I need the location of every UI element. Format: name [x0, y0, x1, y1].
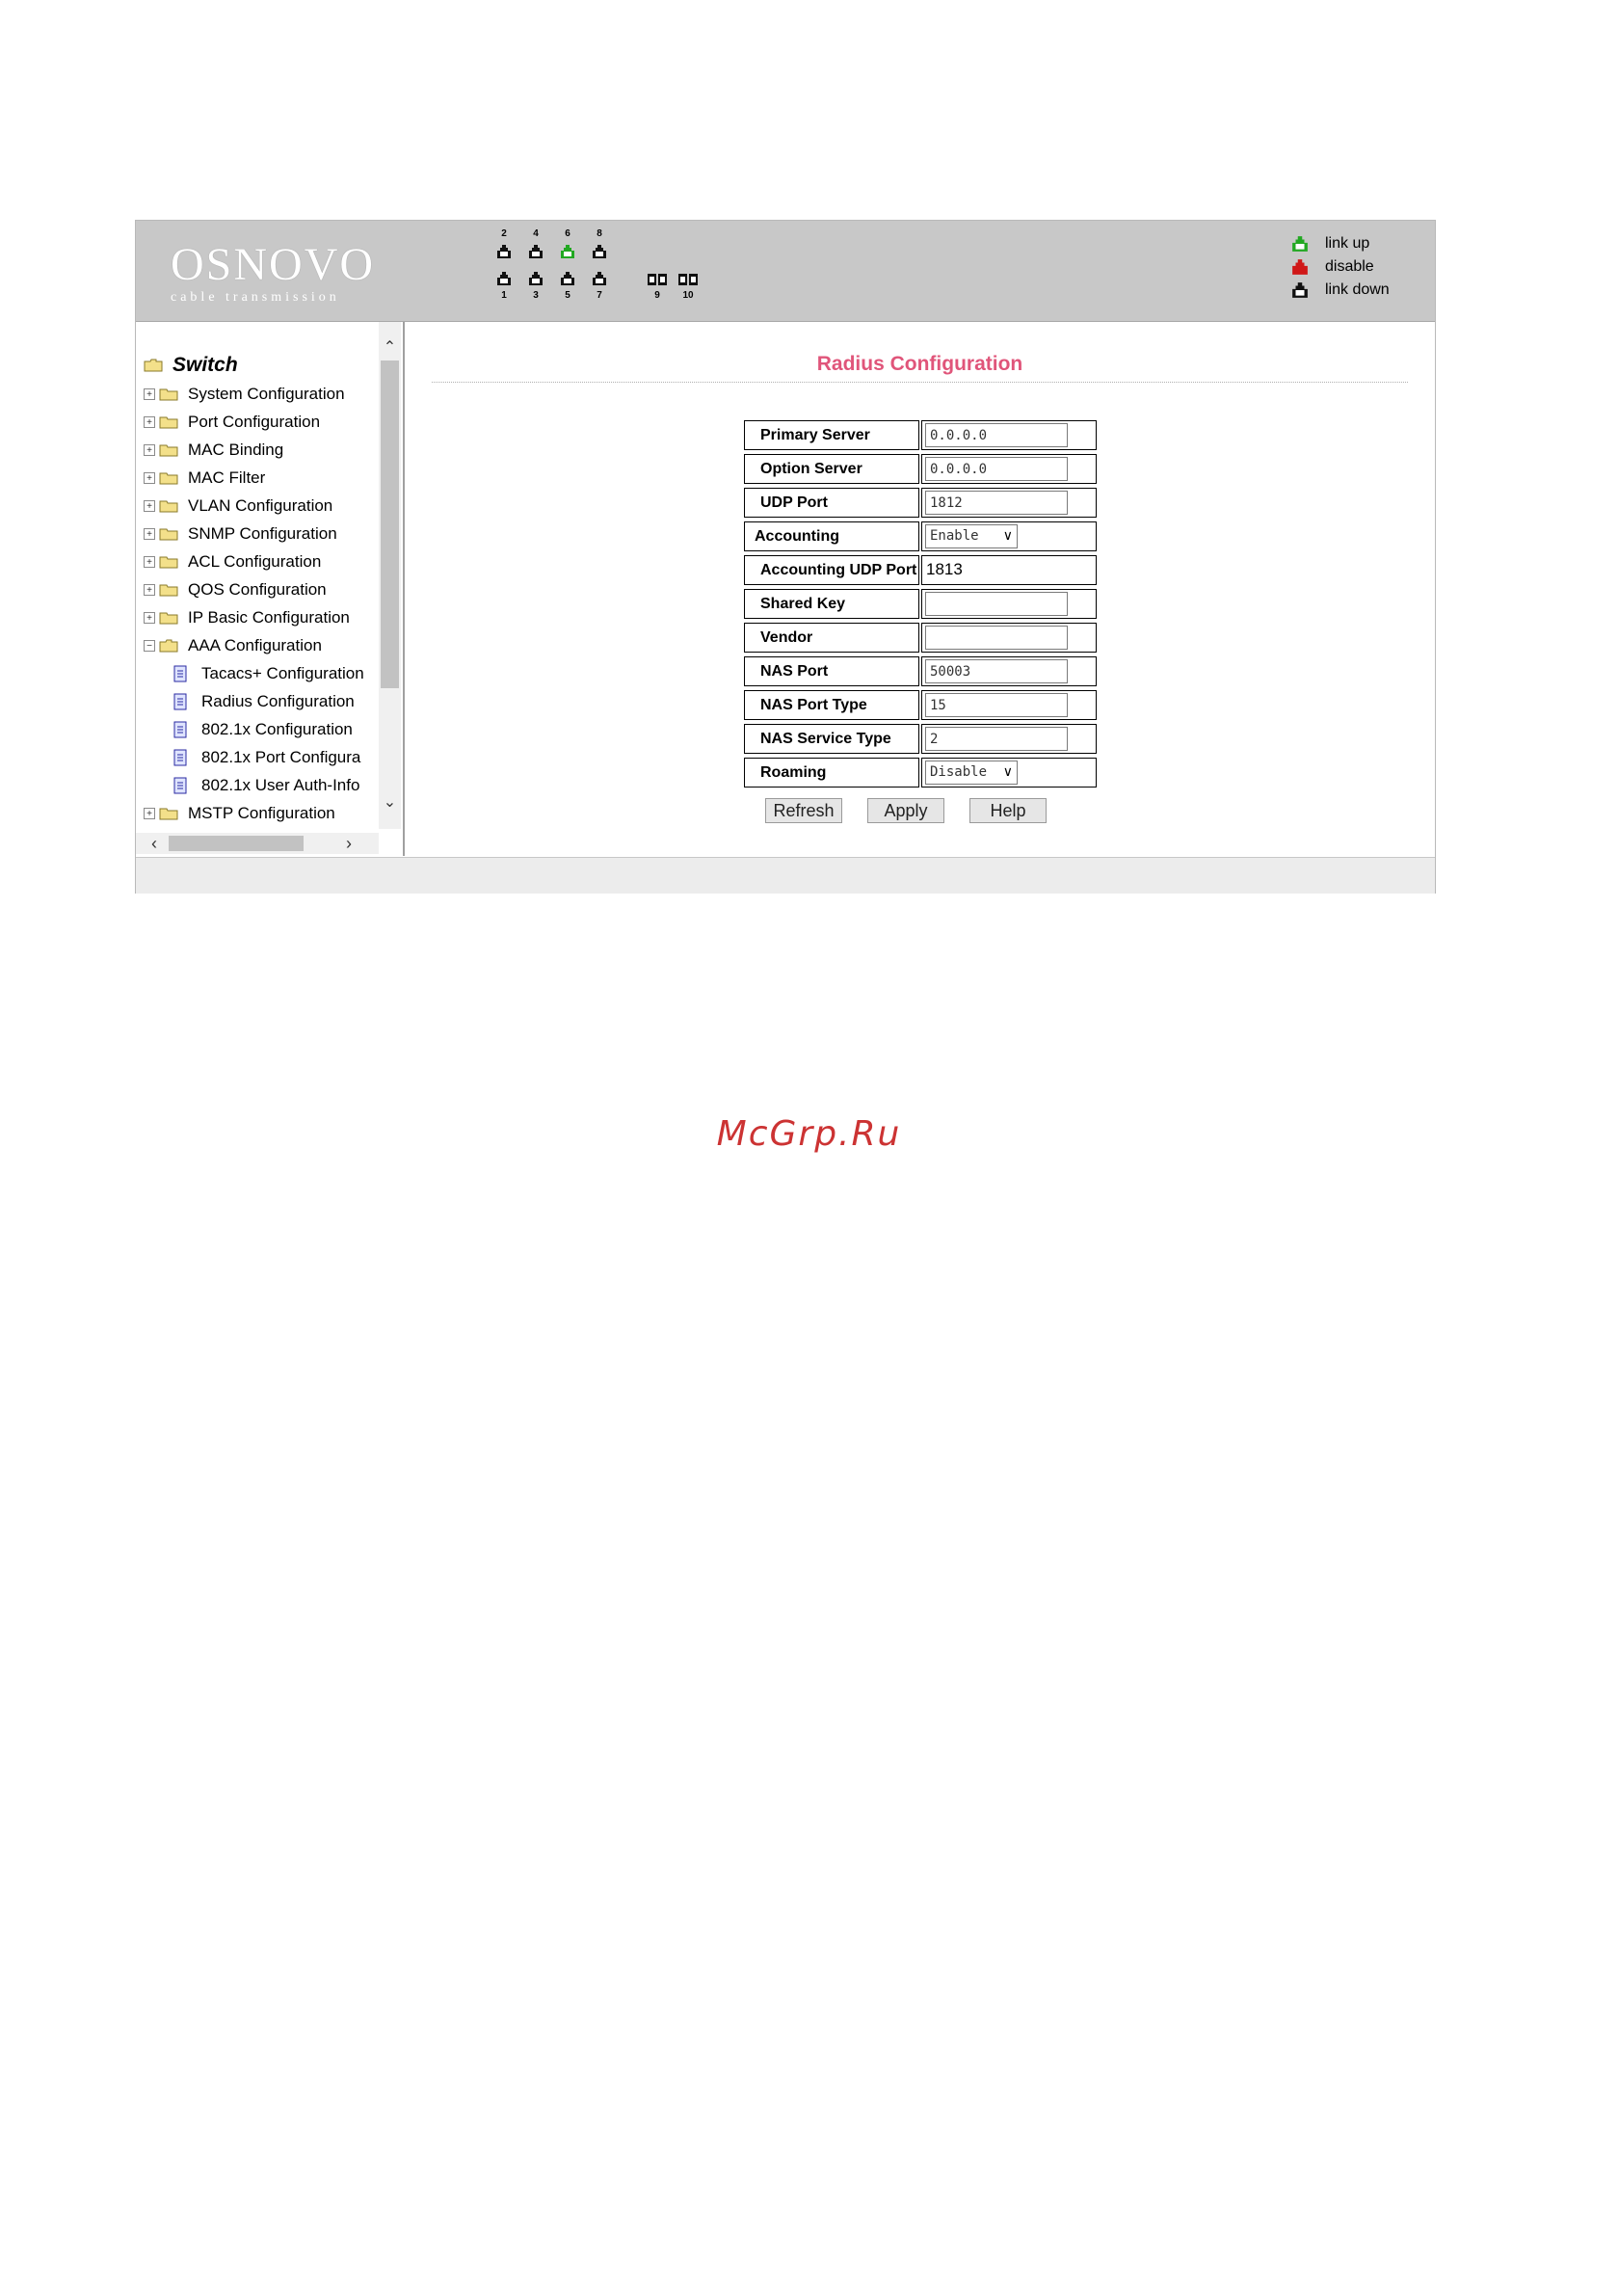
legend-disable [1290, 255, 1414, 279]
open-folder-icon [159, 639, 178, 653]
scroll-right-icon[interactable]: › [346, 834, 352, 853]
nav-item-label: QOS Configuration [188, 579, 327, 599]
port-number-label: 5 [565, 290, 570, 301]
nav-item-acl-configuration[interactable] [144, 547, 385, 575]
document-icon [172, 777, 188, 794]
expand-plus-icon[interactable]: + [144, 528, 155, 540]
nav-item-label: MSTP Configuration [188, 803, 335, 822]
accounting-udp-port-value[interactable]: 1813 [926, 560, 963, 578]
field-cell [921, 724, 1097, 754]
port-legend [1290, 232, 1414, 302]
legend-label: link up [1325, 235, 1370, 252]
field-label: Shared Key [744, 589, 919, 619]
field-label: UDP Port [744, 488, 919, 518]
option-server-input[interactable] [925, 457, 1068, 481]
title-divider [432, 382, 1408, 383]
scroll-left-icon[interactable]: ‹ [151, 834, 157, 853]
nav-item-label: Tacacs+ Configuration [201, 663, 364, 682]
nav-item-label: Port Configuration [188, 412, 321, 431]
port-number-label: 7 [597, 290, 602, 301]
port-2-icon[interactable] [496, 244, 512, 259]
port-number-label: 2 [501, 228, 507, 239]
scroll-down-icon[interactable]: ⌄ [383, 794, 397, 811]
udp-port-input[interactable] [925, 491, 1068, 515]
open-folder-icon [144, 359, 163, 372]
legend-label: link down [1325, 281, 1390, 298]
port-number-label: 6 [565, 228, 570, 239]
port-number-label: 3 [533, 290, 539, 301]
nav-item-label: SNMP Configuration [188, 523, 337, 543]
form-row-vendor [744, 621, 1099, 654]
expand-plus-icon[interactable]: + [144, 472, 155, 484]
help-button[interactable]: Help [969, 798, 1047, 823]
chevron-down-icon: ∨ [1002, 528, 1013, 544]
nav-item-system-configuration[interactable] [144, 380, 385, 408]
port-number-label: 9 [654, 290, 660, 301]
nav-item-port-configuration[interactable] [144, 408, 385, 436]
folder-icon [159, 527, 178, 541]
scrollbar-thumb[interactable] [169, 836, 304, 851]
form-row-nas-port [744, 654, 1099, 688]
port-7-icon[interactable] [592, 271, 607, 286]
port-8-icon[interactable] [592, 244, 607, 259]
expand-plus-icon[interactable]: + [144, 612, 155, 624]
content-pane [405, 322, 1435, 856]
folder-icon [159, 499, 178, 513]
fiber-port-10-icon[interactable] [677, 273, 699, 288]
form-row-roaming [744, 756, 1099, 789]
port-number-label: 10 [682, 290, 694, 301]
nas-port-input[interactable] [925, 659, 1068, 683]
select-value: Enable [930, 528, 979, 544]
field-label: Accounting UDP Port [744, 555, 919, 585]
nav-item-vlan-configuration[interactable] [144, 492, 385, 520]
nav-item-ip-basic-configuration[interactable] [144, 603, 385, 631]
field-label: Accounting [744, 521, 919, 551]
document-icon [172, 721, 188, 738]
expand-plus-icon[interactable]: + [144, 556, 155, 568]
nav-item-label: ACL Configuration [188, 551, 322, 571]
nav-item-tacacs-configuration[interactable] [144, 659, 385, 687]
document-icon [172, 749, 188, 766]
field-cell [921, 555, 1097, 585]
fiber-port-9-icon[interactable] [647, 273, 668, 288]
port-number-label: 1 [501, 290, 507, 301]
switch-web-ui-window [135, 220, 1436, 894]
port-number-label: 4 [533, 228, 539, 239]
nas-service-type-input[interactable] [925, 727, 1068, 751]
field-cell [921, 656, 1097, 686]
collapse-minus-icon[interactable]: − [144, 640, 155, 652]
nav-item-aaa-configuration[interactable] [144, 631, 385, 659]
field-cell [921, 589, 1097, 619]
form-row-shared-key [744, 587, 1099, 621]
field-cell [921, 488, 1097, 518]
osnovo-logo [171, 239, 376, 306]
nav-item-label: MAC Filter [188, 467, 266, 487]
shared-key-input[interactable] [925, 592, 1068, 616]
form-row-accounting [744, 520, 1099, 553]
field-label: Vendor [744, 623, 919, 653]
expand-plus-icon[interactable]: + [144, 416, 155, 428]
nav-item-mac-binding[interactable] [144, 436, 385, 464]
port-5-icon[interactable] [560, 271, 575, 286]
expand-plus-icon[interactable]: + [144, 584, 155, 596]
tree-root-switch[interactable] [144, 351, 385, 380]
nav-item-qos-configuration[interactable] [144, 575, 385, 603]
link-up-port-icon [1290, 235, 1310, 253]
tree-root-label: Switch [172, 354, 238, 376]
logo-brand: OSNOVO [171, 239, 376, 290]
nav-item-label: 802.1x Configuration [201, 719, 353, 738]
nav-item-mac-filter[interactable] [144, 464, 385, 492]
scrollbar-thumb[interactable] [381, 360, 399, 688]
nav-item-label: AAA Configuration [188, 635, 322, 654]
navigation-tree [144, 351, 385, 827]
nav-item-label: Radius Configuration [201, 691, 355, 710]
nav-item-label: MAC Binding [188, 440, 284, 459]
apply-button[interactable]: Apply [867, 798, 944, 823]
watermark-text: McGrp.Ru [716, 1114, 902, 1154]
field-cell [921, 758, 1097, 788]
roaming-select[interactable] [925, 761, 1018, 785]
port-4-icon[interactable] [528, 244, 544, 259]
legend-link-up [1290, 232, 1414, 255]
field-label: Primary Server [744, 420, 919, 450]
nas-port-type-input[interactable] [925, 693, 1068, 717]
form-row-nas-port-type [744, 688, 1099, 722]
port-3-icon[interactable] [528, 271, 544, 286]
folder-icon [159, 555, 178, 569]
folder-icon [159, 415, 178, 429]
disabled-port-icon [1290, 258, 1310, 276]
nav-item-8021x-configuration[interactable] [144, 715, 385, 743]
field-cell [921, 690, 1097, 720]
radius-config-form [744, 418, 1099, 789]
chevron-down-icon: ∨ [1002, 764, 1013, 780]
field-label: NAS Service Type [744, 724, 919, 754]
field-cell [921, 521, 1097, 551]
form-row-udp-port [744, 486, 1099, 520]
legend-link-down [1290, 279, 1414, 302]
port-status-panel [494, 228, 745, 315]
folder-icon [159, 611, 178, 625]
form-row-primary-server [744, 418, 1099, 452]
port-number-label: 8 [597, 228, 602, 239]
field-label: NAS Port Type [744, 690, 919, 720]
field-label: NAS Port [744, 656, 919, 686]
form-row-option-server [744, 452, 1099, 486]
field-cell [921, 623, 1097, 653]
field-cell [921, 454, 1097, 484]
field-label: Option Server [744, 454, 919, 484]
nav-item-label: System Configuration [188, 384, 345, 403]
link-down-port-icon [1290, 281, 1310, 299]
select-value: Disable [930, 764, 988, 780]
nav-horizontal-scrollbar[interactable] [136, 833, 379, 854]
nav-item-mstp-configuration[interactable] [144, 799, 385, 827]
accounting-select[interactable] [925, 524, 1018, 548]
document-icon [172, 665, 188, 682]
folder-icon [159, 443, 178, 457]
expand-plus-icon[interactable]: + [144, 808, 155, 819]
header-bar [136, 221, 1435, 322]
port-6-icon[interactable] [560, 244, 575, 259]
field-cell [921, 420, 1097, 450]
expand-plus-icon[interactable]: + [144, 444, 155, 456]
vendor-input[interactable] [925, 626, 1068, 650]
primary-server-input[interactable] [925, 423, 1068, 447]
folder-icon [159, 387, 178, 401]
nav-item-label: VLAN Configuration [188, 495, 333, 515]
nav-item-label: IP Basic Configuration [188, 607, 350, 627]
nav-item-snmp-configuration[interactable] [144, 520, 385, 547]
document-icon [172, 693, 188, 710]
folder-icon [159, 583, 178, 597]
folder-icon [159, 471, 178, 485]
nav-item-8021x-port-configuration[interactable] [144, 743, 385, 771]
page-title: Radius Configuration [816, 353, 1023, 375]
expand-plus-icon[interactable]: + [144, 500, 155, 512]
port-1-icon[interactable] [496, 271, 512, 286]
folder-icon [159, 807, 178, 820]
nav-vertical-scrollbar[interactable] [379, 322, 401, 829]
status-bar [136, 857, 1435, 894]
nav-item-label: 802.1x User Auth-Info [201, 775, 360, 794]
legend-label: disable [1325, 258, 1374, 275]
form-row-nas-service-type [744, 722, 1099, 756]
scroll-up-icon[interactable]: ⌃ [383, 339, 397, 356]
expand-plus-icon[interactable]: + [144, 388, 155, 400]
logo-tagline: cable transmission [171, 290, 340, 305]
form-buttons [765, 798, 1074, 827]
field-label: Roaming [744, 758, 919, 788]
nav-item-radius-configuration[interactable] [144, 687, 385, 715]
navigation-pane [136, 322, 405, 856]
nav-item-label: 802.1x Port Configura [201, 747, 361, 766]
refresh-button[interactable]: Refresh [765, 798, 842, 823]
nav-item-8021x-user-auth-info[interactable] [144, 771, 385, 799]
form-row-accounting-udp-port [744, 553, 1099, 587]
